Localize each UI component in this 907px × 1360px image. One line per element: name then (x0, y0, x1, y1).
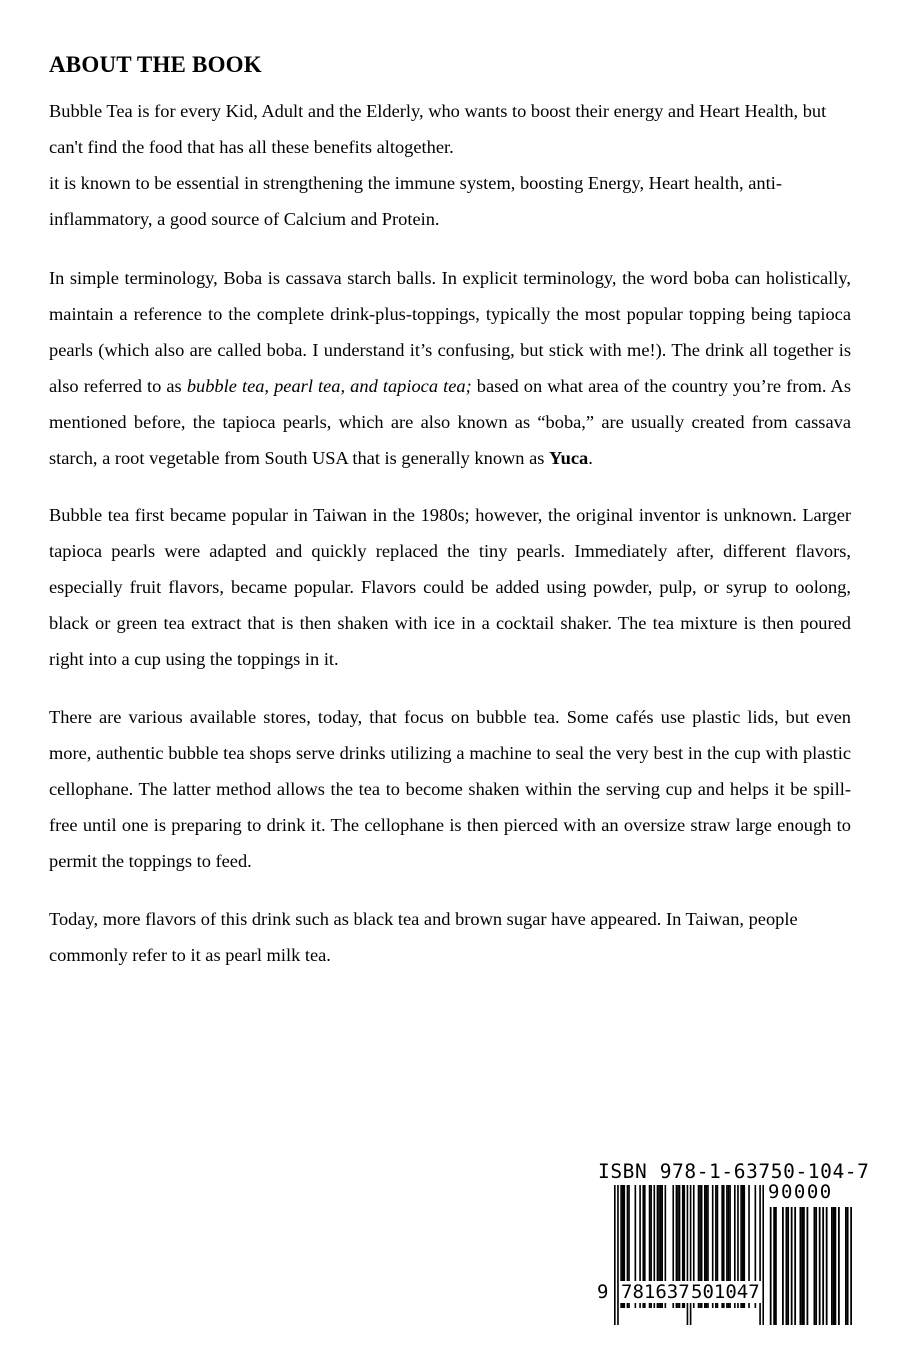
barcode-bar (822, 1207, 824, 1325)
paragraph-4: Today, more flavors of this drink such as black tea and brown sugar have appeared. In Taiwan, people commonly refer to it as pearl milk tea. (49, 909, 798, 965)
intro-line-2: it is known to be essential in strengthening the immune system, boosting Energy, Heart health, anti-inflammatory, a good source of Calcium and Protein. (49, 173, 782, 229)
barcode-bar (819, 1207, 821, 1325)
barcode-bar (803, 1207, 805, 1325)
barcode-bar (773, 1207, 775, 1325)
barcode-bar (826, 1207, 828, 1325)
isbn-barcode (596, 1160, 870, 1330)
paragraph-3: There are various available stores, today, that focus on bubble tea. Some cafés use plastic lids, but even more, authentic bubble tea shops serve drinks utilizing a machine to seal the very best in the cup with plastic cellophane. The latter method allows the tea to become shaken within the serving cup and helps it be spill-free until one is preparing to drink it. The cellophane is then pierced with an oversize straw large enough to permit the toppings to feed. (49, 707, 851, 871)
addon-code: 90000 (768, 1181, 833, 1203)
barcode-bar (800, 1207, 802, 1325)
paragraph-1-text-a: In simple terminology, Boba is cassava starch balls. In explicit terminology, the word boba can holistically, maintain a reference to the complete drink-plus-toppings, typically the most popular topping being tapioca pearls (which also are called boba. I understand it’s confusing, but stick with me!). The drink all together is also referred to as (49, 268, 851, 396)
barcode-lead-digit: 9 (597, 1281, 609, 1303)
barcode-bar (814, 1207, 816, 1325)
barcode-bar (833, 1207, 835, 1325)
barcode-bar (782, 1207, 784, 1325)
barcode-bar (770, 1207, 772, 1325)
barcode-bar (835, 1207, 837, 1325)
barcode-bar (838, 1207, 840, 1325)
barcode-bar (791, 1207, 793, 1325)
barcode-digit-group-2: 501047 (691, 1281, 760, 1303)
barcode-bar (794, 1207, 796, 1325)
barcode-digits (596, 1281, 764, 1307)
barcode-bar (831, 1207, 833, 1325)
paragraph-1-text-b: based on what area of the country you’re from. As mentioned before, the tapioca pearls, which are also known as “boba,” are usually created from cassava starch, a root vegetable from South USA that is generally known as (49, 376, 851, 468)
paragraph-1-italic: bubble tea, pearl tea, and tapioca tea; (186, 376, 472, 396)
section-heading: ABOUT THE BOOK (49, 52, 262, 77)
barcode-bar (815, 1207, 817, 1325)
barcode-bar (775, 1207, 777, 1325)
barcode-bar (845, 1207, 847, 1325)
paragraph-1-end: . (588, 448, 593, 468)
barcode-bar (850, 1207, 852, 1325)
barcode-bar (787, 1207, 789, 1325)
paragraph-1 (49, 260, 851, 476)
body-text (49, 260, 851, 994)
isbn-label: ISBN 978-1-63750-104-7 (598, 1160, 870, 1183)
paragraph-1-bold: Yuca (549, 448, 589, 468)
barcode-digit-group-1: 781637 (621, 1281, 690, 1303)
barcode-bar (801, 1207, 803, 1325)
intro-block (49, 93, 861, 237)
intro-line-1: Bubble Tea is for every Kid, Adult and the Elderly, who wants to boost their energy and Heart Health, but can't find the food that has all these benefits altogether. (49, 101, 827, 157)
barcode-bar (786, 1207, 788, 1325)
barcode-bar (807, 1207, 809, 1325)
barcode-bar (847, 1207, 849, 1325)
addon-barcode-bars (768, 1207, 852, 1325)
paragraph-2: Bubble tea first became popular in Taiwan in the 1980s; however, the original inventor is unknown. Larger tapioca pearls were adapted and quickly replaced the tiny pearls. Immediately after, different flavors, especially fruit flavors, became popular. Flavors could be added using powder, pulp, or syrup to oolong, black or green tea extract that is then shaken with ice in a cocktail shaker. The tea mixture is then poured right into a cup using the toppings in it. (49, 505, 851, 669)
